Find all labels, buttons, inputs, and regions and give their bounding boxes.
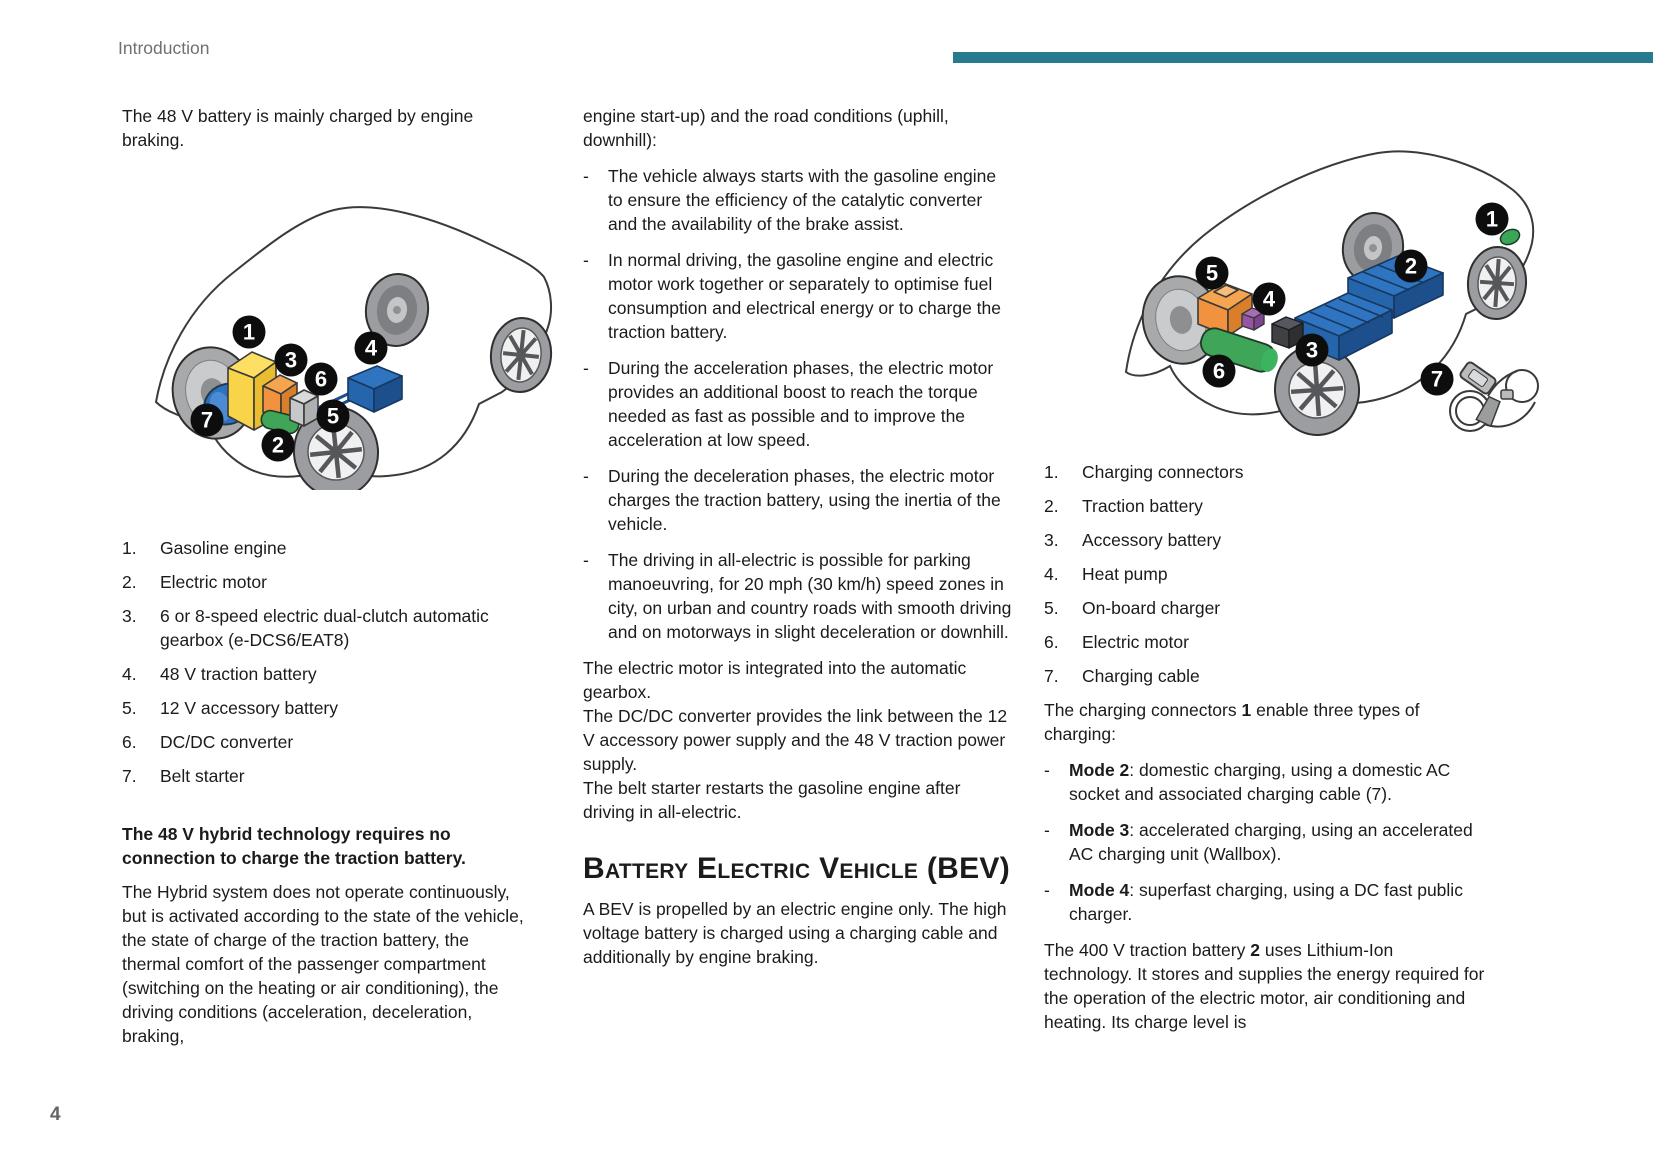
callout-3 xyxy=(275,344,308,377)
callout-1 xyxy=(1476,203,1509,236)
svg-text:7: 7 xyxy=(1430,366,1444,392)
list-item xyxy=(122,730,532,754)
list-text: Accessory battery xyxy=(1082,530,1222,550)
bullet-dash: - xyxy=(1044,820,1050,840)
list-text: On-board charger xyxy=(1082,598,1221,618)
svg-text:4: 4 xyxy=(364,335,378,361)
charging-para-pre: The charging connectors xyxy=(1044,700,1242,720)
list-text: Charging connectors xyxy=(1082,462,1244,482)
mode-label: Mode 4 xyxy=(1069,880,1130,900)
list-text: Traction battery xyxy=(1082,496,1203,516)
callout-5 xyxy=(317,400,350,433)
list-item xyxy=(122,536,532,560)
list-number: 1. xyxy=(122,538,137,558)
middle-intro-paragraph: engine start-up) and the road conditions (uphill, downhill): xyxy=(583,106,949,150)
list-item xyxy=(1044,664,1486,688)
left-intro-paragraph: The 48 V battery is mainly charged by engine braking. xyxy=(122,106,474,150)
right-column xyxy=(1044,460,1486,1034)
charging-para-post: enable three types of charging: xyxy=(1044,700,1420,744)
list-number: 5. xyxy=(122,698,137,718)
bullet-text: The vehicle always starts with the gasoline engine to ensure the efficiency of the catalytic converter and the availability of the brake assist. xyxy=(608,166,997,234)
bullet-dash: - xyxy=(583,166,589,186)
list-number: 6. xyxy=(122,732,137,752)
list-number: 4. xyxy=(122,664,137,684)
hybrid-legend-list xyxy=(122,536,532,788)
left-bold-note: The 48 V hybrid technology requires no connection to charge the traction battery. xyxy=(122,824,466,868)
list-item xyxy=(1044,494,1486,518)
bev-section-heading: Battery Electric Vehicle (BEV) xyxy=(583,852,1011,885)
callout-7 xyxy=(191,404,224,437)
list-item xyxy=(122,604,532,652)
list-item xyxy=(1044,562,1486,586)
bullet-dash: - xyxy=(1044,760,1050,780)
mode-desc: : superfast charging, using a DC fast public charger. xyxy=(1069,880,1463,924)
list-number: 6. xyxy=(1044,632,1059,652)
callout-6 xyxy=(305,363,338,396)
bullet-item xyxy=(583,248,1015,344)
svg-text:2: 2 xyxy=(271,432,285,458)
middle-paragraph-group xyxy=(583,656,1015,824)
page-number: 4 xyxy=(50,1104,61,1125)
list-item xyxy=(122,764,532,788)
charging-connectors-paragraph xyxy=(1044,698,1486,746)
svg-text:3: 3 xyxy=(284,347,298,373)
mode-bullet xyxy=(1044,818,1486,866)
list-text: Electric motor xyxy=(160,572,267,592)
list-item xyxy=(1044,460,1486,484)
bullet-item xyxy=(583,548,1015,644)
bullet-dash: - xyxy=(583,466,589,486)
mode-label: Mode 3 xyxy=(1069,820,1130,840)
bullet-text: During the acceleration phases, the electric motor provides an additional boost to reach the torque needed as fast as possible and to improve the acceleration at low speed. xyxy=(608,358,994,450)
svg-text:2: 2 xyxy=(1404,253,1418,279)
list-item xyxy=(122,696,532,720)
svg-text:6: 6 xyxy=(1212,358,1226,384)
motor-gearbox-paragraph: The electric motor is integrated into the automatic gearbox. xyxy=(583,658,967,702)
bullet-dash: - xyxy=(583,358,589,378)
list-number: 1. xyxy=(1044,462,1059,482)
callout-2 xyxy=(1395,250,1428,283)
svg-text:3: 3 xyxy=(1305,337,1319,363)
svg-text:5: 5 xyxy=(1205,260,1219,286)
bullet-item xyxy=(583,464,1015,536)
list-item xyxy=(1044,630,1486,654)
battery-para-post: uses Lithium-Ion technology. It stores and supplies the energy required for the operation of the electric motor, air conditioning and heating. Its charge level is xyxy=(1044,940,1485,1032)
list-item xyxy=(122,662,532,686)
list-item xyxy=(1044,596,1486,620)
list-text: Charging cable xyxy=(1082,666,1200,686)
belt-starter-paragraph: The belt starter restarts the gasoline engine after driving in all-electric. xyxy=(583,778,961,822)
bullet-dash: - xyxy=(1044,880,1050,900)
list-number: 7. xyxy=(1044,666,1059,686)
list-number: 2. xyxy=(122,572,137,592)
callout-2 xyxy=(262,429,295,462)
svg-text:1: 1 xyxy=(1485,206,1499,232)
list-text: Electric motor xyxy=(1082,632,1189,652)
list-text: 48 V traction battery xyxy=(160,664,317,684)
list-text: 12 V accessory battery xyxy=(160,698,338,718)
callout-4 xyxy=(355,332,388,365)
bullet-dash: - xyxy=(583,250,589,270)
page-header: Introduction xyxy=(118,38,210,58)
mode-desc: : accelerated charging, using an accelerated AC charging unit (Wallbox). xyxy=(1069,820,1473,864)
charging-para-ref: 1 xyxy=(1241,700,1252,720)
dcdc-paragraph: The DC/DC converter provides the link between the 12 V accessory power supply and the 48 V traction power supply. xyxy=(583,706,1008,774)
dcdc-converter-shape xyxy=(290,390,318,426)
middle-column xyxy=(583,104,1015,969)
svg-text:1: 1 xyxy=(242,319,256,345)
list-number: 3. xyxy=(122,606,137,626)
callout-5 xyxy=(1196,257,1229,290)
charging-cable-shape xyxy=(1450,361,1538,431)
list-text: Heat pump xyxy=(1082,564,1168,584)
list-text: Gasoline engine xyxy=(160,538,287,558)
mode-text xyxy=(1069,878,1486,926)
mode-text xyxy=(1069,758,1486,806)
list-number: 3. xyxy=(1044,530,1059,550)
mode-label: Mode 2 xyxy=(1069,760,1130,780)
bullet-text: During the deceleration phases, the electric motor charges the traction battery, using the inertia of the vehicle. xyxy=(608,466,1001,534)
svg-text:7: 7 xyxy=(200,407,214,433)
list-number: 4. xyxy=(1044,564,1059,584)
list-text: 6 or 8-speed electric dual-clutch automatic gearbox (e-DCS6/EAT8) xyxy=(160,606,489,650)
hybrid-powertrain-diagram xyxy=(134,172,574,490)
accent-bar xyxy=(953,52,1653,63)
list-number: 7. xyxy=(122,766,137,786)
bullet-text: The driving in all-electric is possible for parking manoeuvring, for 20 mph (30 km/h) speed zones in city, on urban and country roads with smooth driving and on motorways in slight deceleration or downhill. xyxy=(608,550,1012,642)
mode-bullet xyxy=(1044,878,1486,926)
callout-3 xyxy=(1296,334,1329,367)
list-text: DC/DC converter xyxy=(160,732,294,752)
mode-text xyxy=(1069,818,1486,866)
list-item xyxy=(1044,528,1486,552)
battery-para-ref: 2 xyxy=(1250,940,1260,960)
list-number: 2. xyxy=(1044,496,1059,516)
traction-battery-paragraph xyxy=(1044,938,1486,1034)
bullet-item xyxy=(583,164,1015,236)
svg-text:4: 4 xyxy=(1262,286,1276,312)
bullet-dash: - xyxy=(583,550,589,570)
battery-para-pre: The 400 V traction battery xyxy=(1044,940,1251,960)
mode-bullet xyxy=(1044,758,1486,806)
bev-intro-paragraph: A BEV is propelled by an electric engine only. The high voltage battery is charged using a charging cable and additionally by engine braking. xyxy=(583,899,1007,967)
callout-6 xyxy=(1203,355,1236,388)
mode-desc: : domestic charging, using a domestic AC socket and associated charging cable (7). xyxy=(1069,760,1451,804)
svg-text:5: 5 xyxy=(326,403,340,429)
svg-text:6: 6 xyxy=(314,366,328,392)
left-body-paragraph: The Hybrid system does not operate continuously, but is activated according to the state of the vehicle, the state of charge of the traction battery, the thermal comfort of the passenger compartment (switching on the heating or air conditioning), the driving conditions (acceleration, deceleration, braking, xyxy=(122,882,524,1046)
bullet-text: In normal driving, the gasoline engine and electric motor work together or separately to optimise fuel consumption and electrical energy or to charge the traction battery. xyxy=(608,250,1002,342)
list-item xyxy=(122,570,532,594)
callout-7 xyxy=(1421,363,1454,396)
bev-legend-list xyxy=(1044,460,1486,688)
list-number: 5. xyxy=(1044,598,1059,618)
callout-1 xyxy=(233,316,266,349)
callout-4 xyxy=(1253,283,1286,316)
list-text: Belt starter xyxy=(160,766,245,786)
bullet-item xyxy=(583,356,1015,452)
bev-powertrain-diagram xyxy=(1058,128,1653,458)
